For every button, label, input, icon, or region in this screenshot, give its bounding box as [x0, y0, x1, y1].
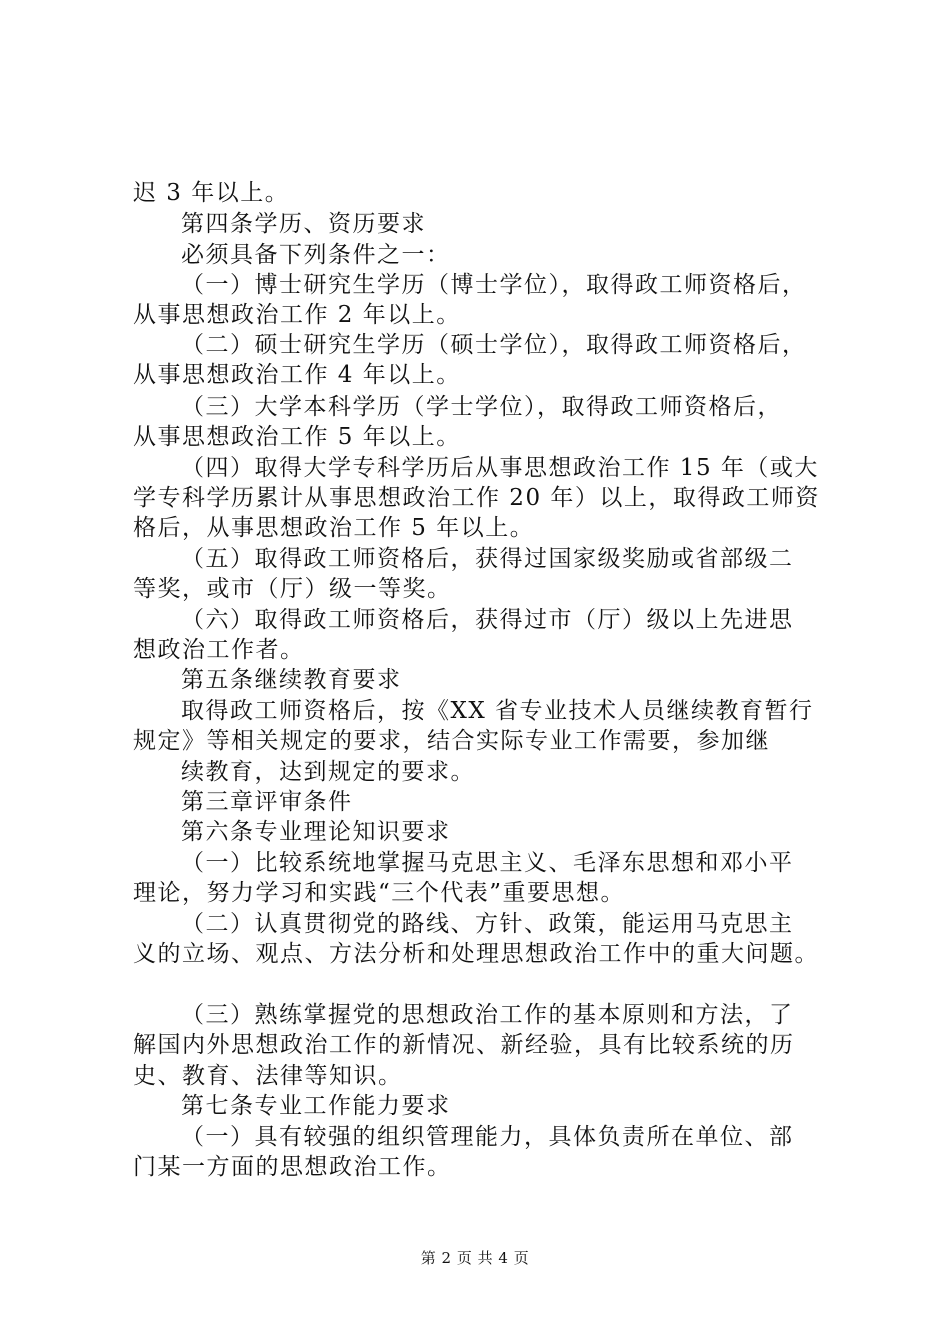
- text-line: 义的立场、观点、方法分析和处理思想政治工作中的重大问题。: [133, 941, 819, 967]
- text-line: 解国内外思想政治工作的新情况、新经验，具有比较系统的历: [133, 1032, 795, 1058]
- section-heading: 第四条学历、资历要求: [181, 211, 426, 237]
- text-line: 从事思想政治工作 5 年以上。: [133, 424, 461, 450]
- text-line: 理论，努力学习和实践“三个代表”重要思想。: [133, 880, 626, 906]
- text-line: 想政治工作者。: [133, 637, 305, 663]
- chapter-heading: 第三章评审条件: [181, 789, 353, 815]
- text-line: （二）认真贯彻党的路线、方针、政策，能运用马克思主: [181, 911, 794, 937]
- text-line: （一）比较系统地掌握马克思主义、毛泽东思想和邓小平: [181, 850, 794, 876]
- section-heading: 第七条专业工作能力要求: [181, 1093, 451, 1119]
- text-line: 门某一方面的思想政治工作。: [133, 1154, 452, 1180]
- text-line: 迟 3 年以上。: [133, 180, 290, 206]
- section-heading: 第五条继续教育要求: [181, 667, 402, 693]
- text-line: 史、教育、法律等知识。: [133, 1063, 403, 1089]
- text-line: （六）取得政工师资格后，获得过市（厅）级以上先进思: [181, 607, 794, 633]
- text-line: （三）熟练掌握党的思想政治工作的基本原则和方法，了: [181, 1002, 794, 1028]
- text-line: 必须具备下列条件之一：: [181, 242, 451, 268]
- text-line: （三）大学本科学历（学士学位），取得政工师资格后，: [181, 394, 782, 420]
- text-line: 学专科学历累计从事思想政治工作 20 年）以上，取得政工师资: [133, 485, 820, 511]
- text-line: （二）硕士研究生学历（硕士学位），取得政工师资格后，: [181, 332, 807, 358]
- text-line: 格后，从事思想政治工作 5 年以上。: [133, 515, 535, 541]
- text-line: 等奖，或市（厅）级一等奖。: [133, 576, 452, 602]
- text-line: 续教育，达到规定的要求。: [181, 759, 475, 785]
- section-heading: 第六条专业理论知识要求: [181, 819, 451, 845]
- text-line: （一）具有较强的组织管理能力，具体负责所在单位、部: [181, 1124, 794, 1150]
- text-line: （四）取得大学专科学历后从事思想政治工作 15 年（或大: [181, 455, 819, 481]
- text-line: 取得政工师资格后，按《XX 省专业技术人员继续教育暂行: [181, 698, 814, 724]
- page-number-footer: 第 2 页 共 4 页: [420, 1249, 530, 1267]
- text-line: 从事思想政治工作 4 年以上。: [133, 362, 461, 388]
- text-line: （一）博士研究生学历（博士学位），取得政工师资格后，: [181, 272, 807, 298]
- text-line: （五）取得政工师资格后，获得过国家级奖励或省部级二: [181, 546, 794, 572]
- text-line: 从事思想政治工作 2 年以上。: [133, 302, 461, 328]
- text-line: 规定》等相关规定的要求，结合实际专业工作需要，参加继: [133, 728, 770, 754]
